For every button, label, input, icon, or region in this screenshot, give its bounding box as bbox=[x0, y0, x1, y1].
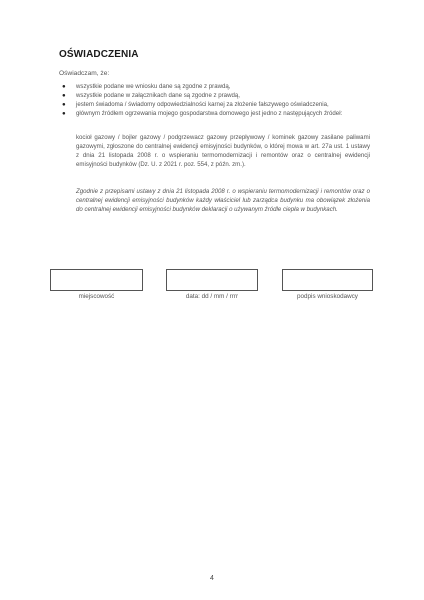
list-item-text: jestem świadoma / świadomy odpowiedzialności karnej za złożenie fałszywego oświadczenia, bbox=[76, 101, 329, 109]
legal-note: Zgodnie z przepisami ustawy z dnia 21 listopada 2008 r. o wspieraniu termomodernizacji i remontów oraz o centralnej ewidencji emisyjności budynków każdy właściciel lub zarządca budynku ma obowiązek złożenia do centralnej ewidencji emisyjności budynków deklaracji o używanym źródle ciepła w budynkach. bbox=[76, 188, 370, 214]
declaration-list bbox=[62, 82, 370, 118]
date-input-box[interactable] bbox=[166, 269, 258, 291]
list-item-text: wszystkie podane we wniosku dane są zgodne z prawdą, bbox=[76, 83, 231, 90]
section-title: OŚWIADCZENIA bbox=[59, 49, 139, 60]
list-item bbox=[62, 82, 370, 91]
intro-text: Oświadczam, że: bbox=[59, 70, 110, 77]
bullet-icon: ● bbox=[62, 83, 66, 90]
page-number: 4 bbox=[210, 575, 214, 582]
list-item-text: wszystkie podane w załącznikach dane są zgodne z prawdą, bbox=[76, 92, 240, 100]
list-item-text: głównym źródłem ogrzewania mojego gospodarstwa domowego jest jedno z następujących źródeł: bbox=[76, 110, 343, 118]
bullet-icon: ● bbox=[62, 92, 66, 100]
signature-label: podpis wnioskodawcy bbox=[297, 293, 358, 300]
heating-sources-paragraph: kocioł gazowy / bojler gazowy / podgrzewacz gazowy przepływowy / kominek gazowy zasilane paliwami gazowymi, zgłoszone do centralnej ewidencji emisyjności budynków, o której mowa w art. 27a ust. 1 ustawy z dnia 21 listopada 2008 r. o wspieraniu termomodernizacji i remontów oraz o centralnej ewidencji emisyjności budynków (Dz. U. z 2021 r. poz. 554, z późn. zm.). bbox=[76, 134, 370, 169]
signature-input-box[interactable] bbox=[282, 269, 373, 291]
bullet-icon: ● bbox=[62, 110, 66, 118]
bullet-icon: ● bbox=[62, 101, 66, 109]
list-item bbox=[62, 109, 370, 118]
list-item bbox=[62, 91, 370, 100]
place-label: miejscowość bbox=[78, 293, 115, 300]
date-label: data: dd / mm / rrrr bbox=[185, 293, 239, 300]
place-input-box[interactable] bbox=[50, 269, 143, 291]
list-item bbox=[62, 100, 370, 109]
